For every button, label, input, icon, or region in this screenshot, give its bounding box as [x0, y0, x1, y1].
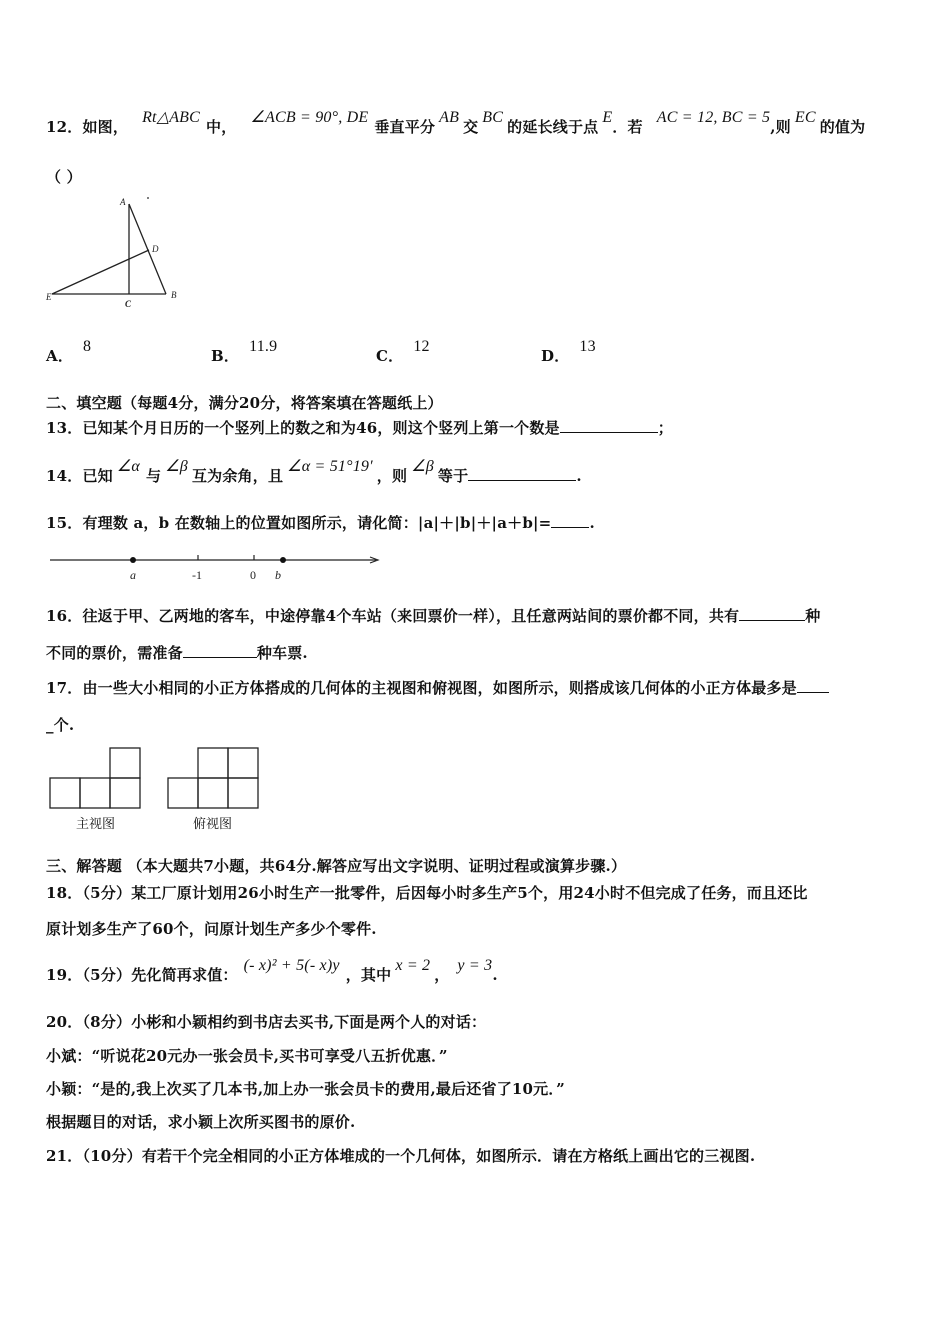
- q20-line-3: 小颖：“是的,我上次买了几本书,加上办一张会员卡的费用,最后还省了10元．”: [46, 1080, 565, 1098]
- q12-paren: （ ）: [46, 168, 82, 186]
- q19-text-1: 19．（5分）先化简再求值：: [46, 966, 238, 984]
- q15: [46, 512, 595, 533]
- segment-ab: [129, 204, 166, 294]
- q14-text-1: 14．已知: [46, 467, 113, 485]
- option-b-label: B．: [211, 347, 240, 365]
- number-line-figure: [46, 548, 386, 588]
- q13-text: 13．已知某个月日历的一个竖列上的数之和为46，则这个竖列上第一个数是: [46, 419, 560, 437]
- q16-line-1: [46, 605, 820, 626]
- math-condition: AC = 12, BC = 5: [656, 109, 771, 126]
- math-angle-acb: ∠ACB = 90°, DE: [250, 109, 369, 126]
- q15-text: 15．有理数 a，b 在数轴上的位置如图所示，请化简：|a|＋|b|＋|a＋b|=: [46, 514, 552, 532]
- point-a: [130, 557, 136, 563]
- q16-text-2a: 不同的票价，需准备: [46, 644, 183, 662]
- q14-answer-blank[interactable]: [468, 466, 576, 481]
- q18-line-2: 原计划多生产了60个，问原计划生产多少个零件.: [46, 920, 377, 938]
- q12-triangle-figure: [44, 192, 194, 312]
- q14-text-4: ，则: [376, 467, 408, 485]
- option-d-label: D．: [541, 347, 570, 365]
- section-2-heading: 二、填空题（每题4分，满分20分，将答案填在答题纸上）: [46, 394, 443, 412]
- front-view-caption: 主视图: [76, 817, 116, 832]
- top-cell: [168, 778, 198, 808]
- math-beta-2: ∠β: [411, 458, 434, 475]
- q16-text-1-end: 种: [805, 607, 821, 625]
- front-cell: [80, 778, 110, 808]
- q15-end: .: [589, 514, 595, 532]
- top-view-caption: 俯视图: [193, 817, 233, 832]
- q17-text-1: 17．由一些大小相同的小正方体搭成的几何体的主视图和俯视图，如图所示，则搭成该几何体的小正方体最多是: [46, 679, 797, 697]
- top-cell: [198, 778, 228, 808]
- front-view-figure: [48, 745, 144, 811]
- math-beta: ∠β: [165, 458, 188, 475]
- front-cell: [110, 778, 140, 808]
- front-cell: [50, 778, 80, 808]
- q12-option-a[interactable]: [46, 338, 92, 366]
- q12-text-3: 交: [463, 118, 479, 136]
- math-expression: (- x)² + 5(- x)y: [243, 957, 340, 974]
- math-x-value: x = 2: [395, 957, 431, 974]
- top-cell: [198, 748, 228, 778]
- q14-end: .: [576, 467, 582, 485]
- q13-answer-blank[interactable]: [560, 418, 658, 433]
- q19: [46, 957, 498, 985]
- q17-line-2: _个.: [46, 716, 75, 734]
- q16-blank-2[interactable]: [183, 643, 257, 658]
- q15-answer-blank[interactable]: [551, 513, 589, 528]
- math-ec: EC: [794, 109, 816, 126]
- label-a: a: [130, 568, 136, 582]
- option-b-value: 11.9: [249, 338, 278, 355]
- q17-blank[interactable]: [797, 678, 829, 693]
- math-ab: AB: [439, 109, 460, 126]
- q14-text-3: 互为余角，且: [191, 467, 284, 485]
- top-cell: [228, 748, 258, 778]
- q12-text-7: 的值为: [819, 118, 866, 136]
- q12-text-2: 垂直平分: [374, 118, 436, 136]
- section-3-heading: 三、解答题 （本大题共7小题，共64分.解答应写出文字说明、证明过程或演算步骤.）: [46, 857, 627, 875]
- math-rt-triangle: Rt△ABC: [142, 109, 201, 126]
- q20-line-2: 小斌：“听说花20元办一张会员卡,买书可享受八五折优惠．”: [46, 1047, 448, 1065]
- label-b: B: [171, 290, 177, 300]
- q12-option-b[interactable]: [211, 338, 278, 366]
- label-b: b: [275, 568, 281, 582]
- q12-text-1: 中，: [206, 118, 237, 136]
- front-cell: [110, 748, 140, 778]
- q19-text-3: ，: [434, 966, 450, 984]
- q12-stem: [46, 109, 866, 137]
- stray-dot: [147, 197, 149, 199]
- math-e: E: [602, 109, 613, 126]
- q12-number: 12．如图，: [46, 118, 129, 136]
- q12-option-c[interactable]: [376, 338, 430, 366]
- label-zero: 0: [250, 568, 256, 582]
- label-e: E: [46, 292, 52, 302]
- q12-text-6: ,则: [770, 118, 791, 136]
- q14: [46, 458, 582, 486]
- q14-text-2: 与: [146, 467, 162, 485]
- q13-end: ；: [657, 419, 673, 437]
- q21-line-1: 21．（10分）有若干个完全相同的小正方体堆成的一个几何体，如图所示．请在方格纸上画出它的三视图.: [46, 1147, 756, 1165]
- q13: [46, 417, 673, 438]
- q18-line-1: 18．（5分）某工厂原计划用26小时生产一批零件，后因每小时多生产5个，用24小时不但完成了任务，而且还比: [46, 884, 808, 902]
- q17-line-1: [46, 677, 829, 698]
- label-a: A: [120, 197, 126, 207]
- math-y-value: y = 3: [457, 957, 493, 974]
- point-b: [280, 557, 286, 563]
- option-c-value: 12: [413, 338, 430, 355]
- math-alpha-value: ∠α = 51°19′: [287, 458, 373, 475]
- top-cell: [228, 778, 258, 808]
- q12-option-d[interactable]: [541, 338, 596, 366]
- q16-blank-1[interactable]: [739, 606, 805, 621]
- segment-ed: [52, 250, 149, 294]
- label-d: D: [152, 244, 159, 254]
- q20-line-1: 20．（8分）小彬和小颖相约到书店去买书,下面是两个人的对话：: [46, 1013, 487, 1031]
- q19-end: .: [492, 966, 498, 984]
- top-view-figure: [166, 745, 262, 811]
- math-alpha: ∠α: [116, 458, 141, 475]
- q16-line-2: [46, 642, 308, 663]
- label-minus-one: -1: [192, 568, 202, 582]
- q12-text-4: 的延长线于点: [507, 118, 599, 136]
- option-c-label: C．: [376, 347, 404, 365]
- q16-text-2b: 种车票.: [256, 644, 308, 662]
- q12-text-5: ．若: [612, 118, 643, 136]
- option-d-value: 13: [579, 338, 596, 355]
- option-a-value: 8: [83, 338, 92, 355]
- option-a-label: A．: [46, 347, 74, 365]
- q14-text-5: 等于: [437, 467, 469, 485]
- label-c: C: [125, 299, 132, 309]
- q20-line-4: 根据题目的对话，求小颖上次所买图书的原价.: [46, 1113, 356, 1131]
- q19-text-2: ，其中: [345, 966, 392, 984]
- math-bc: BC: [482, 109, 504, 126]
- q16-text-1: 16．往返于甲、乙两地的客车，中途停靠4个车站（来回票价一样），且任意两站间的票价都不同，共有: [46, 607, 740, 625]
